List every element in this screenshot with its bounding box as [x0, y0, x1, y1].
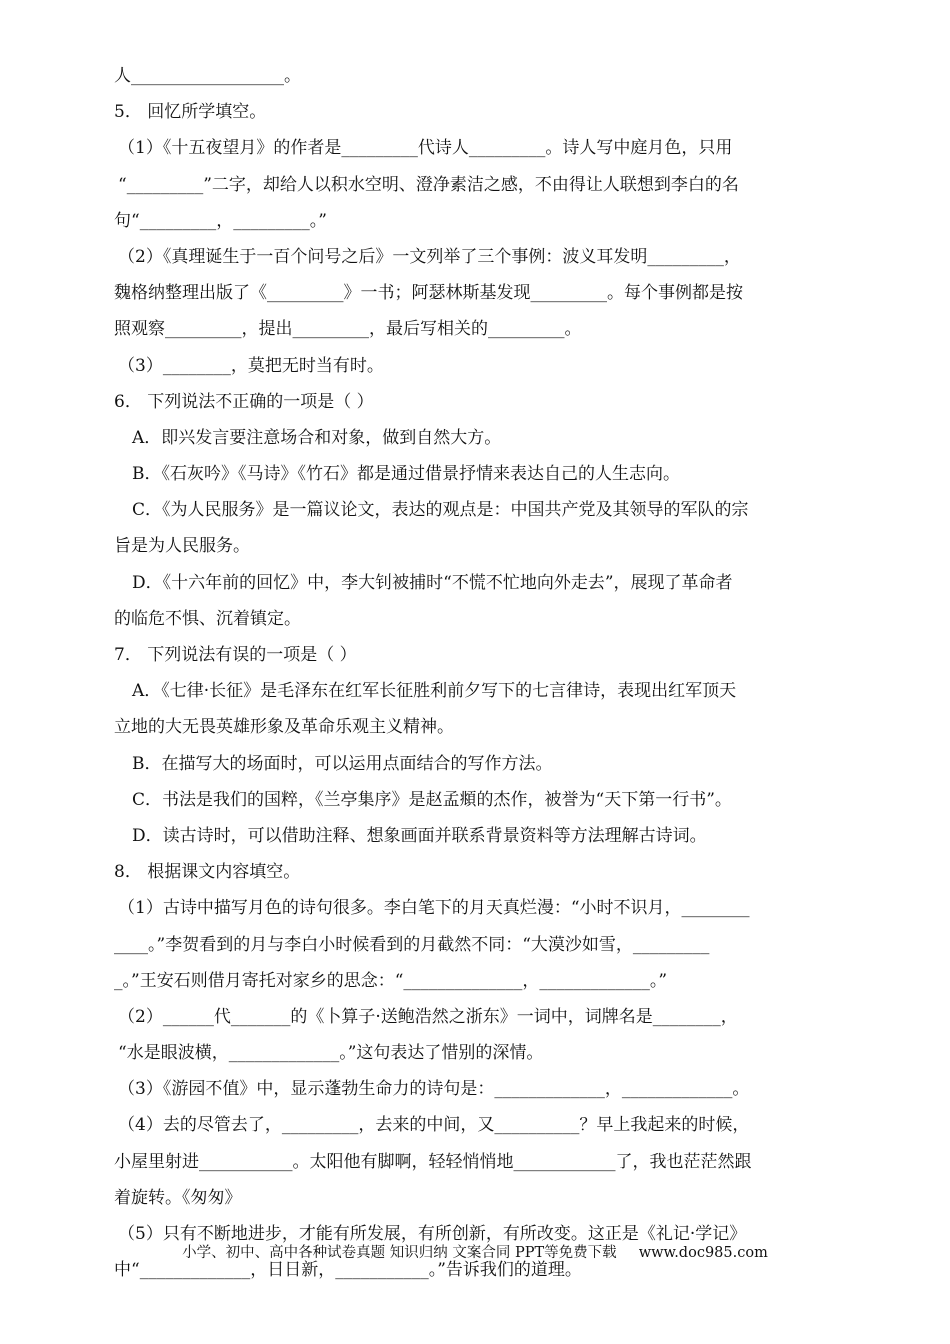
text-line: 着旋转。《匆匆》 [114, 1187, 242, 1208]
text-line: “_________”二字，却给人以积水空明、澄净素洁之感，不由得让人联想到李白的名 [118, 174, 739, 195]
text-line: B．在描写大的场面时，可以运用点面结合的写作方法。 [132, 753, 553, 774]
text-line: D．《十六年前的回忆》中，李大钊被捕时“不慌不忙地向外走去”，展现了革命者 [132, 572, 733, 593]
text-line: 中“_____________，日日新，___________。”告诉我们的道理。 [114, 1260, 582, 1281]
text-line: A．《七律·长征》是毛泽东在红军长征胜利前夕写下的七言律诗，表现出红军顶天 [132, 681, 737, 702]
text-line: 7． 下列说法有误的一项是（ ） [114, 645, 357, 665]
text-line: B．《石灰吟》《马诗》《竹石》都是通过借景抒情来表达自己的人生志向。 [132, 464, 680, 485]
text-line: _。”王安石则借月寄托对家乡的思念：“______________，_____________。” [114, 970, 668, 991]
text-line: 小屋里射进___________。太阳他有脚啊，轻轻悄悄地____________了，我也茫茫然跟 [114, 1151, 752, 1172]
text-line: 句“_________，_________。” [114, 210, 327, 231]
text-line: C．《为人民服务》是一篇议论文，表达的观点是：中国共产党及其领导的军队的宗 [132, 500, 749, 521]
text-line: 6． 下列说法不正确的一项是（ ） [114, 391, 374, 412]
text-line: （3）________，莫把无时当有时。 [118, 355, 384, 376]
text-line: 人__________________。 [114, 66, 301, 86]
text-line: （5）只有不断地进步，才能有所发展，有所创新，有所改变。这正是《礼记·学记》 [118, 1224, 747, 1244]
document-body [114, 58, 836, 1288]
text-line: “水是眼波横，_____________。”这句表达了惜别的深情。 [118, 1043, 544, 1064]
text-line: （2）______代_______的《卜算子·送鲍浩然之浙东》一词中，词牌名是________， [118, 1006, 738, 1027]
text-line: 5． 回忆所学填空。 [114, 102, 267, 123]
text-line: A．即兴发言要注意场合和对象，做到自然大方。 [132, 427, 502, 448]
text-line: 魏格纳整理出版了《_________》一书；阿瑟林斯基发现_________。每个事例都是按 [114, 283, 743, 304]
text-line: 的临危不惧、沉着镇定。 [114, 608, 301, 629]
text-line: 立地的大无畏英雄形象及革命乐观主义精神。 [114, 717, 454, 738]
footer-text: 小学、初中、高中各种试卷真题 知识归纳 文案合同 PPT等免费下载 [182, 1245, 617, 1261]
text-line: （4）去的尽管去了，_________，去来的中间，又__________？早上我起来的时候， [118, 1115, 750, 1136]
text-line: ____。”李贺看到的月与李白小时候看到的月截然不同：“大漠沙如雪，_________ [114, 934, 710, 955]
text-line: 8． 根据课文内容填空。 [114, 862, 301, 883]
text-line: 照观察_________，提出_________，最后写相关的_________。 [114, 319, 582, 340]
footer-url: www.doc985.com [638, 1245, 768, 1261]
text-line: （1）古诗中描写月色的诗句很多。李白笔下的月天真烂漫：“小时不识月，________ [118, 898, 750, 919]
text-line: （2）《真理诞生于一百个问号之后》一文列举了三个事例：波义耳发明_________， [118, 246, 741, 267]
text-line: （3）《游园不值》中，显示蓬勃生命力的诗句是：_____________，_____________。 [118, 1079, 750, 1100]
text-line: 旨是为人民服务。 [114, 536, 250, 557]
page-footer [0, 1241, 950, 1262]
text-line: D．读古诗时，可以借助注释、想象画面并联系背景资料等方法理解古诗词。 [132, 825, 707, 846]
text-line: C．书法是我们的国粹，《兰亭集序》是赵孟頫的杰作，被誉为“天下第一行书”。 [132, 789, 732, 810]
text-line: （1）《十五夜望月》的作者是_________代诗人_________。诗人写中庭月色，只用 [118, 138, 733, 159]
